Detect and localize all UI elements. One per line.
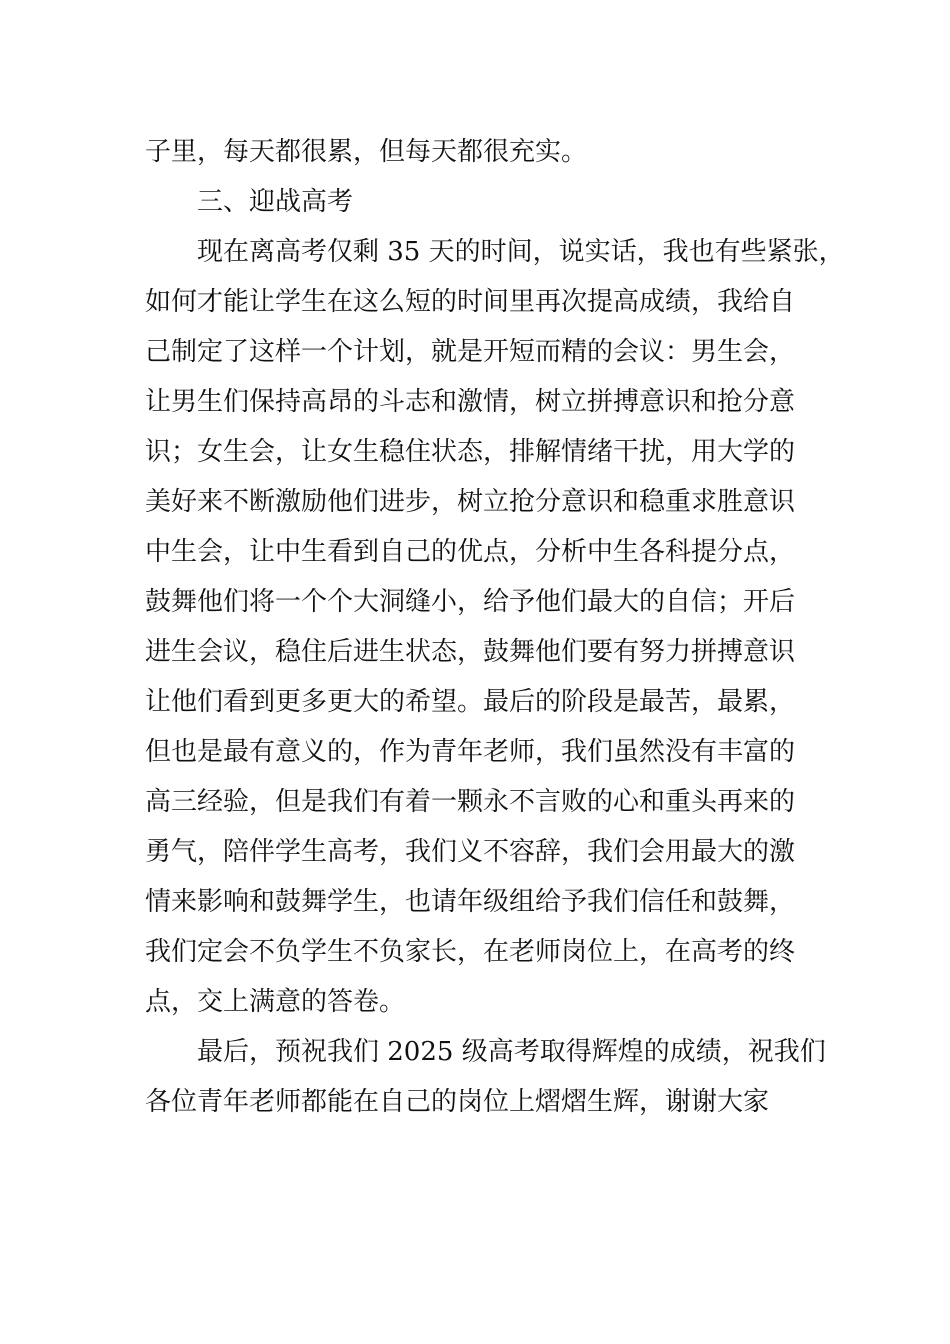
section-heading: 三、迎战高考 (197, 187, 354, 217)
paragraph-line: 如何才能让学生在这么短的时间里再次提高成绩，我给自 (145, 287, 796, 317)
paragraph-line: 点，交上满意的答卷。 (145, 987, 406, 1017)
paragraph-line: 各位青年老师都能在自己的岗位上熠熠生辉，谢谢大家 (145, 1087, 770, 1117)
paragraph-line: 最后，预祝我们 2025 级高考取得辉煌的成绩，祝我们 (197, 1037, 826, 1067)
paragraph-line: 但也是最有意义的，作为青年老师，我们虽然没有丰富的 (145, 737, 796, 767)
paragraph-line: 鼓舞他们将一个个大洞缝小，给予他们最大的自信；开后 (145, 587, 796, 617)
paragraph-line: 我们定会不负学生不负家长，在老师岗位上，在高考的终 (145, 937, 796, 967)
paragraph-line: 子里，每天都很累，但每天都很充实。 (145, 137, 588, 167)
body-text (145, 127, 845, 1127)
paragraph-line: 情来影响和鼓舞学生，也请年级组给予我们信任和鼓舞， (145, 887, 796, 917)
paragraph-line: 让男生们保持高昂的斗志和激情，树立拼搏意识和抢分意 (145, 387, 796, 417)
paragraph-line: 己制定了这样一个计划，就是开短而精的会议：男生会， (145, 337, 796, 367)
paragraph-line: 高三经验，但是我们有着一颗永不言败的心和重头再来的 (145, 787, 796, 817)
paragraph-line: 识；女生会，让女生稳住状态，排解情绪干扰，用大学的 (145, 437, 796, 467)
paragraph-line: 现在离高考仅剩 35 天的时间，说实话，我也有些紧张， (197, 237, 845, 267)
paragraph-line: 进生会议，稳住后进生状态，鼓舞他们要有努力拼搏意识 (145, 637, 796, 667)
paragraph-line: 中生会，让中生看到自己的优点，分析中生各科提分点， (145, 537, 796, 567)
paragraph-line: 美好来不断激励他们进步，树立抢分意识和稳重求胜意识 (145, 487, 796, 517)
paragraph-line: 勇气，陪伴学生高考，我们义不容辞，我们会用最大的激 (145, 837, 796, 867)
paragraph-line: 让他们看到更多更大的希望。最后的阶段是最苦，最累， (145, 687, 796, 717)
